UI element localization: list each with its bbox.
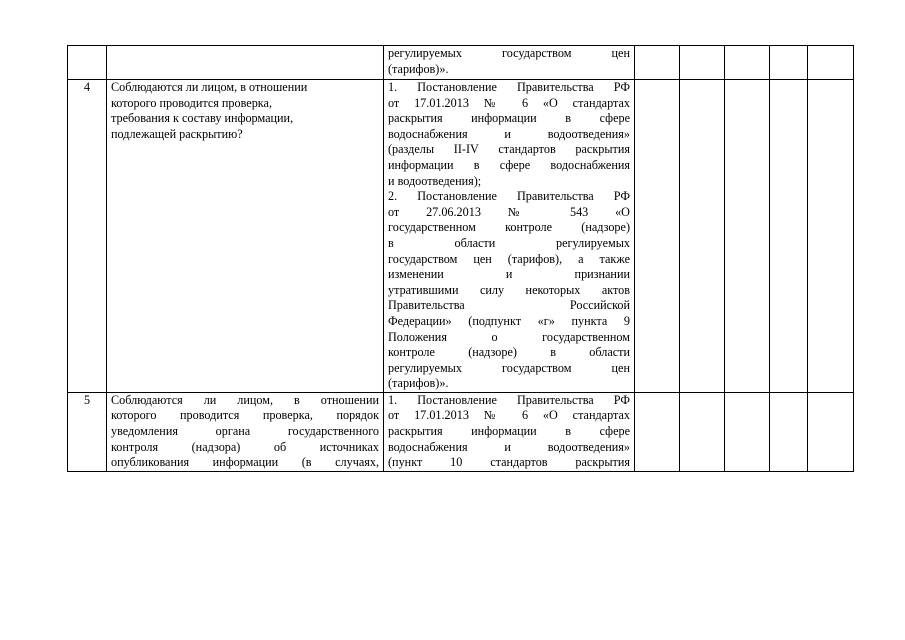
reference-line: Правительства Российской	[388, 298, 630, 313]
blank-cell	[635, 46, 680, 80]
reference-line: 2. Постановление Правительства РФ	[388, 189, 630, 204]
reference-line: от 17.01.2013 № 6 «О стандартах	[388, 408, 630, 423]
requirement-line: которого проводится проверка,	[111, 95, 272, 110]
blank-cell	[808, 80, 854, 393]
reference-line: водоснабжения и водоотведения»	[388, 439, 630, 454]
blank-cell	[770, 80, 808, 393]
blank-cell	[808, 392, 854, 471]
requirement-line: которого проводится проверка, порядок	[111, 408, 379, 423]
requirement-cell	[107, 80, 384, 393]
reference-line: утратившими силу некоторых актов	[388, 282, 630, 297]
reference-line: регулируемых государством цен	[388, 46, 630, 60]
requirement-line: уведомления органа государственного	[111, 424, 379, 439]
reference-line: Федерации» (подпункт «г» пункта 9	[388, 313, 630, 328]
reference-line: информации в сфере водоснабжения	[388, 157, 630, 172]
reference-line: в области регулируемых	[388, 235, 630, 250]
reference-line: изменении и признании	[388, 267, 630, 282]
blank-cell	[635, 80, 680, 393]
requirement-line: требования к составу информации,	[111, 111, 294, 126]
row-number-cell	[68, 46, 107, 80]
reference-line: государственном контроле (надзоре)	[388, 220, 630, 235]
requirement-cell	[107, 46, 384, 80]
reference-line: контроле (надзоре) в области	[388, 345, 630, 360]
blank-cell	[680, 46, 725, 80]
reference-line: регулируемых государством цен	[388, 360, 630, 375]
reference-line: Положения о государственном	[388, 329, 630, 344]
row-number-cell: 5	[68, 392, 107, 471]
requirement-line: Соблюдаются ли лицом, в отношении	[111, 80, 308, 94]
legal-reference-cell	[384, 80, 635, 393]
blank-cell	[770, 46, 808, 80]
reference-line: государством цен (тарифов), а также	[388, 251, 630, 266]
table-row	[68, 392, 854, 471]
requirement-cell	[107, 392, 384, 471]
requirement-line: контроля (надзора) об источниках	[111, 439, 379, 454]
requirement-line: подлежащей раскрытию?	[111, 126, 243, 141]
reference-line: (тарифов)».	[388, 61, 449, 76]
reference-line: и водоотведения);	[388, 173, 482, 188]
blank-cell	[635, 392, 680, 471]
reference-line: раскрытия информации в сфере	[388, 424, 630, 439]
blank-cell	[680, 80, 725, 393]
reference-line: водоснабжения и водоотведения»	[388, 126, 630, 141]
blank-cell	[808, 46, 854, 80]
requirement-line: Соблюдаются ли лицом, в отношении	[111, 392, 379, 407]
legal-reference-cell	[384, 392, 635, 471]
reference-line: (разделы II-IV стандартов раскрытия	[388, 142, 630, 157]
blank-cell	[725, 46, 770, 80]
blank-cell	[725, 392, 770, 471]
reference-line: (пункт 10 стандартов раскрытия	[388, 455, 630, 470]
checklist-table	[67, 45, 854, 472]
row-number-cell: 4	[68, 80, 107, 393]
table-row	[68, 80, 854, 393]
reference-line: (тарифов)».	[388, 376, 449, 391]
legal-reference-cell	[384, 46, 635, 80]
blank-cell	[770, 392, 808, 471]
reference-line: 1. Постановление Правительства РФ	[388, 80, 630, 94]
reference-line: раскрытия информации в сфере	[388, 111, 630, 126]
blank-cell	[725, 80, 770, 393]
requirement-line: опубликования информации (в случаях,	[111, 455, 379, 470]
reference-line: от 17.01.2013 № 6 «О стандартах	[388, 95, 630, 110]
table-row	[68, 46, 854, 80]
reference-line: от 27.06.2013 № 543 «О	[388, 204, 630, 219]
blank-cell	[680, 392, 725, 471]
reference-line: 1. Постановление Правительства РФ	[388, 392, 630, 407]
